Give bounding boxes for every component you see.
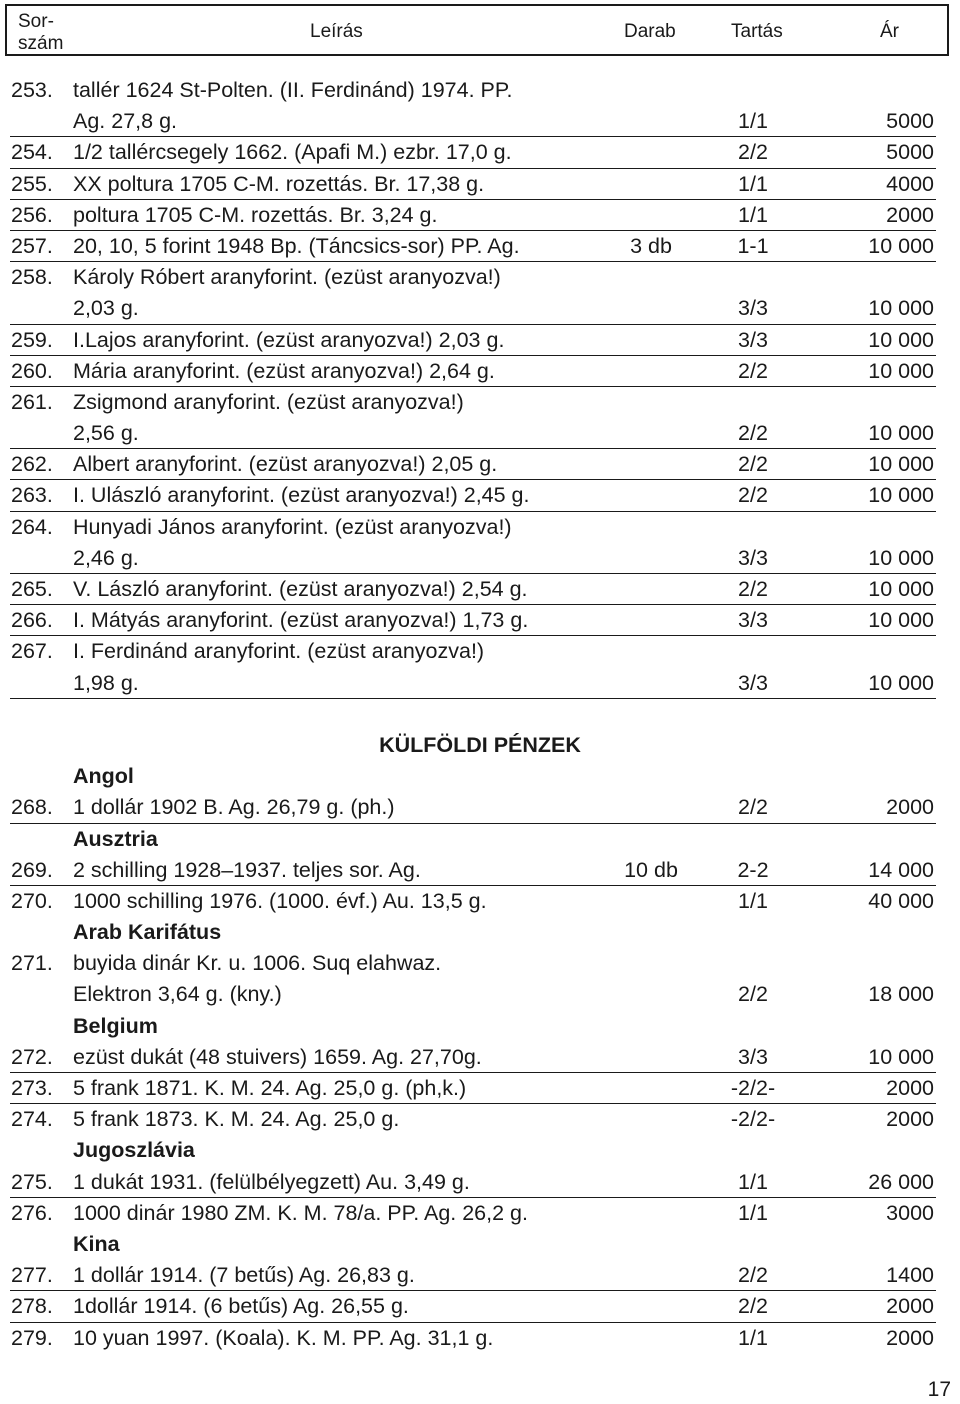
catalog-row <box>0 1104 960 1135</box>
item-number: 265. <box>11 577 53 601</box>
catalog-row <box>0 543 960 574</box>
country-heading <box>0 1135 960 1166</box>
country-name: Angol <box>73 764 134 789</box>
item-price: 5000 <box>886 140 934 165</box>
country-name: Belgium <box>73 1013 158 1038</box>
item-price: 2000 <box>886 1325 934 1350</box>
item-description: V. László aranyforint. (ezüst aranyozva!) 2,54 g. <box>73 577 528 601</box>
item-condition: 2-2 <box>737 857 769 882</box>
item-number: 255. <box>11 171 53 196</box>
item-condition: 2/2 <box>738 421 768 446</box>
item-quantity: 10 db <box>624 857 678 882</box>
item-description: 1,98 g. <box>73 670 139 695</box>
item-description: Mária aranyforint. (ezüst aranyozva!) 2,64 g. <box>73 358 495 383</box>
item-price: 5000 <box>886 109 934 134</box>
catalog-row <box>0 855 960 886</box>
header-price: Ár <box>880 21 899 42</box>
item-price: 2000 <box>886 1076 934 1100</box>
catalog-list <box>0 75 960 1354</box>
item-condition: 2/2 <box>738 795 768 820</box>
item-description: ezüst dukát (48 stuivers) 1659. Ag. 27,70g. <box>73 1044 482 1069</box>
item-condition: 2/2 <box>738 358 768 383</box>
item-price: 14 000 <box>868 857 934 882</box>
item-description: 10 yuan 1997. (Koala). K. M. PP. Ag. 31,1 g. <box>73 1325 494 1350</box>
item-number: 259. <box>11 327 53 352</box>
item-description: 1000 schilling 1976. (1000. évf.) Au. 13,5 g. <box>73 888 487 913</box>
table-header <box>5 4 949 56</box>
item-number: 261. <box>11 389 53 414</box>
item-condition: 2/2 <box>738 982 768 1007</box>
item-description: I. Mátyás aranyforint. (ezüst aranyozva!) 1,73 g. <box>73 608 529 633</box>
item-condition: 3/3 <box>738 296 768 321</box>
item-price: 4000 <box>886 171 934 196</box>
item-price: 2000 <box>886 1107 934 1132</box>
item-number: 274. <box>11 1107 53 1132</box>
item-price: 26 000 <box>868 1169 934 1194</box>
item-condition: 1/1 <box>738 202 768 227</box>
header-sorszam-line2: szám <box>18 33 64 54</box>
item-description: Albert aranyforint. (ezüst aranyozva!) 2,05 g. <box>73 452 498 477</box>
catalog-row <box>0 668 960 699</box>
catalog-row <box>0 1260 960 1291</box>
item-price: 10 000 <box>868 670 934 695</box>
item-number: 267. <box>11 639 53 664</box>
catalog-row <box>0 418 960 449</box>
catalog-row <box>0 1198 960 1229</box>
catalog-row <box>0 1073 960 1104</box>
item-number: 276. <box>11 1200 53 1225</box>
item-description: 1000 dinár 1980 ZM. K. M. 78/a. PP. Ag. 26,2 g. <box>73 1200 528 1225</box>
catalog-row <box>0 636 960 667</box>
item-description: Hunyadi János aranyforint. (ezüst aranyozva!) <box>73 514 512 539</box>
catalog-row <box>0 792 960 823</box>
item-price: 10 000 <box>868 421 934 446</box>
item-description: Károly Róbert aranyforint. (ezüst aranyozva!) <box>73 265 501 290</box>
item-description: Zsigmond aranyforint. (ezüst aranyozva!) <box>73 389 464 414</box>
item-number: 273. <box>11 1076 53 1100</box>
catalog-row <box>0 948 960 979</box>
item-description: tallér 1624 St-Polten. (II. Ferdinánd) 1974. PP. <box>73 78 513 102</box>
item-price: 10 000 <box>868 452 934 477</box>
country-heading <box>0 761 960 792</box>
catalog-row <box>0 512 960 543</box>
item-price: 10 000 <box>868 1044 934 1069</box>
country-heading <box>0 1011 960 1042</box>
item-number: 263. <box>11 483 53 508</box>
item-price: 2000 <box>886 1294 934 1319</box>
catalog-row <box>0 1291 960 1322</box>
item-condition: 3/3 <box>738 545 768 570</box>
item-number: 262. <box>11 452 53 477</box>
item-description: 2,46 g. <box>73 545 139 570</box>
item-price: 10 000 <box>868 358 934 383</box>
item-description: XX poltura 1705 C-M. rozettás. Br. 17,38 g. <box>73 171 485 196</box>
item-price: 10 000 <box>868 545 934 570</box>
item-description: 1 dollár 1914. (7 betűs) Ag. 26,83 g. <box>73 1263 415 1288</box>
item-description: poltura 1705 C-M. rozettás. Br. 3,24 g. <box>73 202 438 227</box>
catalog-row <box>0 231 960 262</box>
item-condition: 2/2 <box>738 483 768 508</box>
item-price: 10 000 <box>868 327 934 352</box>
item-description: 2 schilling 1928–1937. teljes sor. Ag. <box>73 857 421 882</box>
item-quantity: 3 db <box>630 233 672 258</box>
item-number: 260. <box>11 358 53 383</box>
item-number: 278. <box>11 1294 53 1319</box>
country-heading <box>0 1229 960 1260</box>
item-number: 271. <box>11 951 53 976</box>
item-description: 1dollár 1914. (6 betűs) Ag. 26,55 g. <box>73 1294 409 1319</box>
item-number: 275. <box>11 1169 53 1194</box>
item-number: 258. <box>11 265 53 290</box>
item-condition: 2/2 <box>738 140 768 165</box>
item-price: 10 000 <box>868 233 934 258</box>
item-description: I.Lajos aranyforint. (ezüst aranyozva!) 2,03 g. <box>73 327 505 352</box>
item-price: 18 000 <box>868 982 934 1007</box>
item-condition: 2/2 <box>738 452 768 477</box>
item-number: 253. <box>11 78 53 102</box>
item-condition: -2/2- <box>730 1076 776 1100</box>
item-description: 5 frank 1873. K. M. 24. Ag. 25,0 g. <box>73 1107 400 1132</box>
catalog-row <box>0 979 960 1010</box>
item-price: 10 000 <box>868 483 934 508</box>
item-price: 40 000 <box>868 888 934 913</box>
item-price: 3000 <box>886 1200 934 1225</box>
item-condition: 3/3 <box>738 608 768 633</box>
item-condition: 1/1 <box>738 1200 768 1225</box>
item-description: I. Ulászló aranyforint. (ezüst aranyozva!) 2,45 g. <box>73 483 530 508</box>
item-number: 279. <box>11 1325 53 1350</box>
country-name: Ausztria <box>73 826 158 851</box>
item-price: 10 000 <box>868 608 934 633</box>
item-condition: 3/3 <box>738 327 768 352</box>
catalog-row <box>0 574 960 605</box>
item-number: 270. <box>11 888 53 913</box>
catalog-row <box>0 1042 960 1073</box>
item-condition: 1/1 <box>738 109 768 134</box>
item-condition: 3/3 <box>738 1044 768 1069</box>
spacer <box>0 699 960 730</box>
country-name: Jugoszlávia <box>73 1138 195 1163</box>
item-description: 2,03 g. <box>73 296 139 321</box>
catalog-row <box>0 325 960 356</box>
item-condition: 1/1 <box>738 1169 768 1194</box>
item-description: Elektron 3,64 g. (kny.) <box>73 982 282 1007</box>
catalog-row <box>0 75 960 106</box>
item-condition: 3/3 <box>738 670 768 695</box>
item-number: 266. <box>11 608 53 633</box>
item-description: 2,56 g. <box>73 421 139 446</box>
item-description: buyida dinár Kr. u. 1006. Suq elahwaz. <box>73 951 442 976</box>
item-number: 254. <box>11 140 53 165</box>
item-number: 256. <box>11 202 53 227</box>
item-description: 5 frank 1871. K. M. 24. Ag. 25,0 g. (ph,k.) <box>73 1076 467 1100</box>
item-condition: 2/2 <box>738 1263 768 1288</box>
country-name: Arab Karifátus <box>73 920 222 945</box>
catalog-row <box>0 262 960 293</box>
item-number: 269. <box>11 857 53 882</box>
item-condition: 1/1 <box>738 1325 768 1350</box>
item-description: 1/2 tallércsegely 1662. (Apafi M.) ezbr. 17,0 g. <box>73 140 512 165</box>
catalog-row <box>0 137 960 168</box>
item-price: 2000 <box>886 795 934 820</box>
item-number: 257. <box>11 233 53 258</box>
item-number: 272. <box>11 1044 53 1069</box>
item-condition: -2/2- <box>730 1107 776 1132</box>
page-number: 17 <box>927 1378 951 1401</box>
item-condition: 1/1 <box>738 171 768 196</box>
catalog-row <box>0 480 960 511</box>
item-price: 2000 <box>886 202 934 227</box>
section-heading <box>0 730 960 761</box>
item-number: 268. <box>11 795 53 820</box>
item-condition: 2/2 <box>738 1294 768 1319</box>
catalog-row <box>0 200 960 231</box>
catalog-row <box>0 1323 960 1354</box>
header-sorszam-line1: Sor- <box>18 11 54 32</box>
item-number: 264. <box>11 514 53 539</box>
catalog-row <box>0 1167 960 1198</box>
country-heading <box>0 824 960 855</box>
header-description: Leírás <box>310 21 363 42</box>
item-price: 10 000 <box>868 577 934 601</box>
catalog-row <box>0 387 960 418</box>
catalog-row <box>0 449 960 480</box>
catalog-row <box>0 356 960 387</box>
catalog-row <box>0 169 960 200</box>
item-condition: 2/2 <box>738 577 768 601</box>
item-description: I. Ferdinánd aranyforint. (ezüst aranyozva!) <box>73 639 485 664</box>
section-title: KÜLFÖLDI PÉNZEK <box>379 732 581 757</box>
item-description: 1 dukát 1931. (felülbélyegzett) Au. 3,49 g. <box>73 1169 470 1194</box>
catalog-row <box>0 605 960 636</box>
catalog-row <box>0 886 960 917</box>
item-description: 20, 10, 5 forint 1948 Bp. (Táncsics-sor) PP. Ag. <box>73 233 520 258</box>
country-heading <box>0 917 960 948</box>
country-name: Kina <box>73 1231 120 1256</box>
item-price: 10 000 <box>868 296 934 321</box>
header-quantity: Darab <box>624 21 676 42</box>
header-condition: Tartás <box>731 21 783 42</box>
item-condition: 1/1 <box>738 888 768 913</box>
item-number: 277. <box>11 1263 53 1288</box>
item-price: 1400 <box>886 1263 934 1288</box>
catalog-row <box>0 293 960 324</box>
item-condition: 1-1 <box>737 233 769 258</box>
item-description: Ag. 27,8 g. <box>73 109 177 134</box>
item-description: 1 dollár 1902 B. Ag. 26,79 g. (ph.) <box>73 795 395 820</box>
catalog-row <box>0 106 960 137</box>
